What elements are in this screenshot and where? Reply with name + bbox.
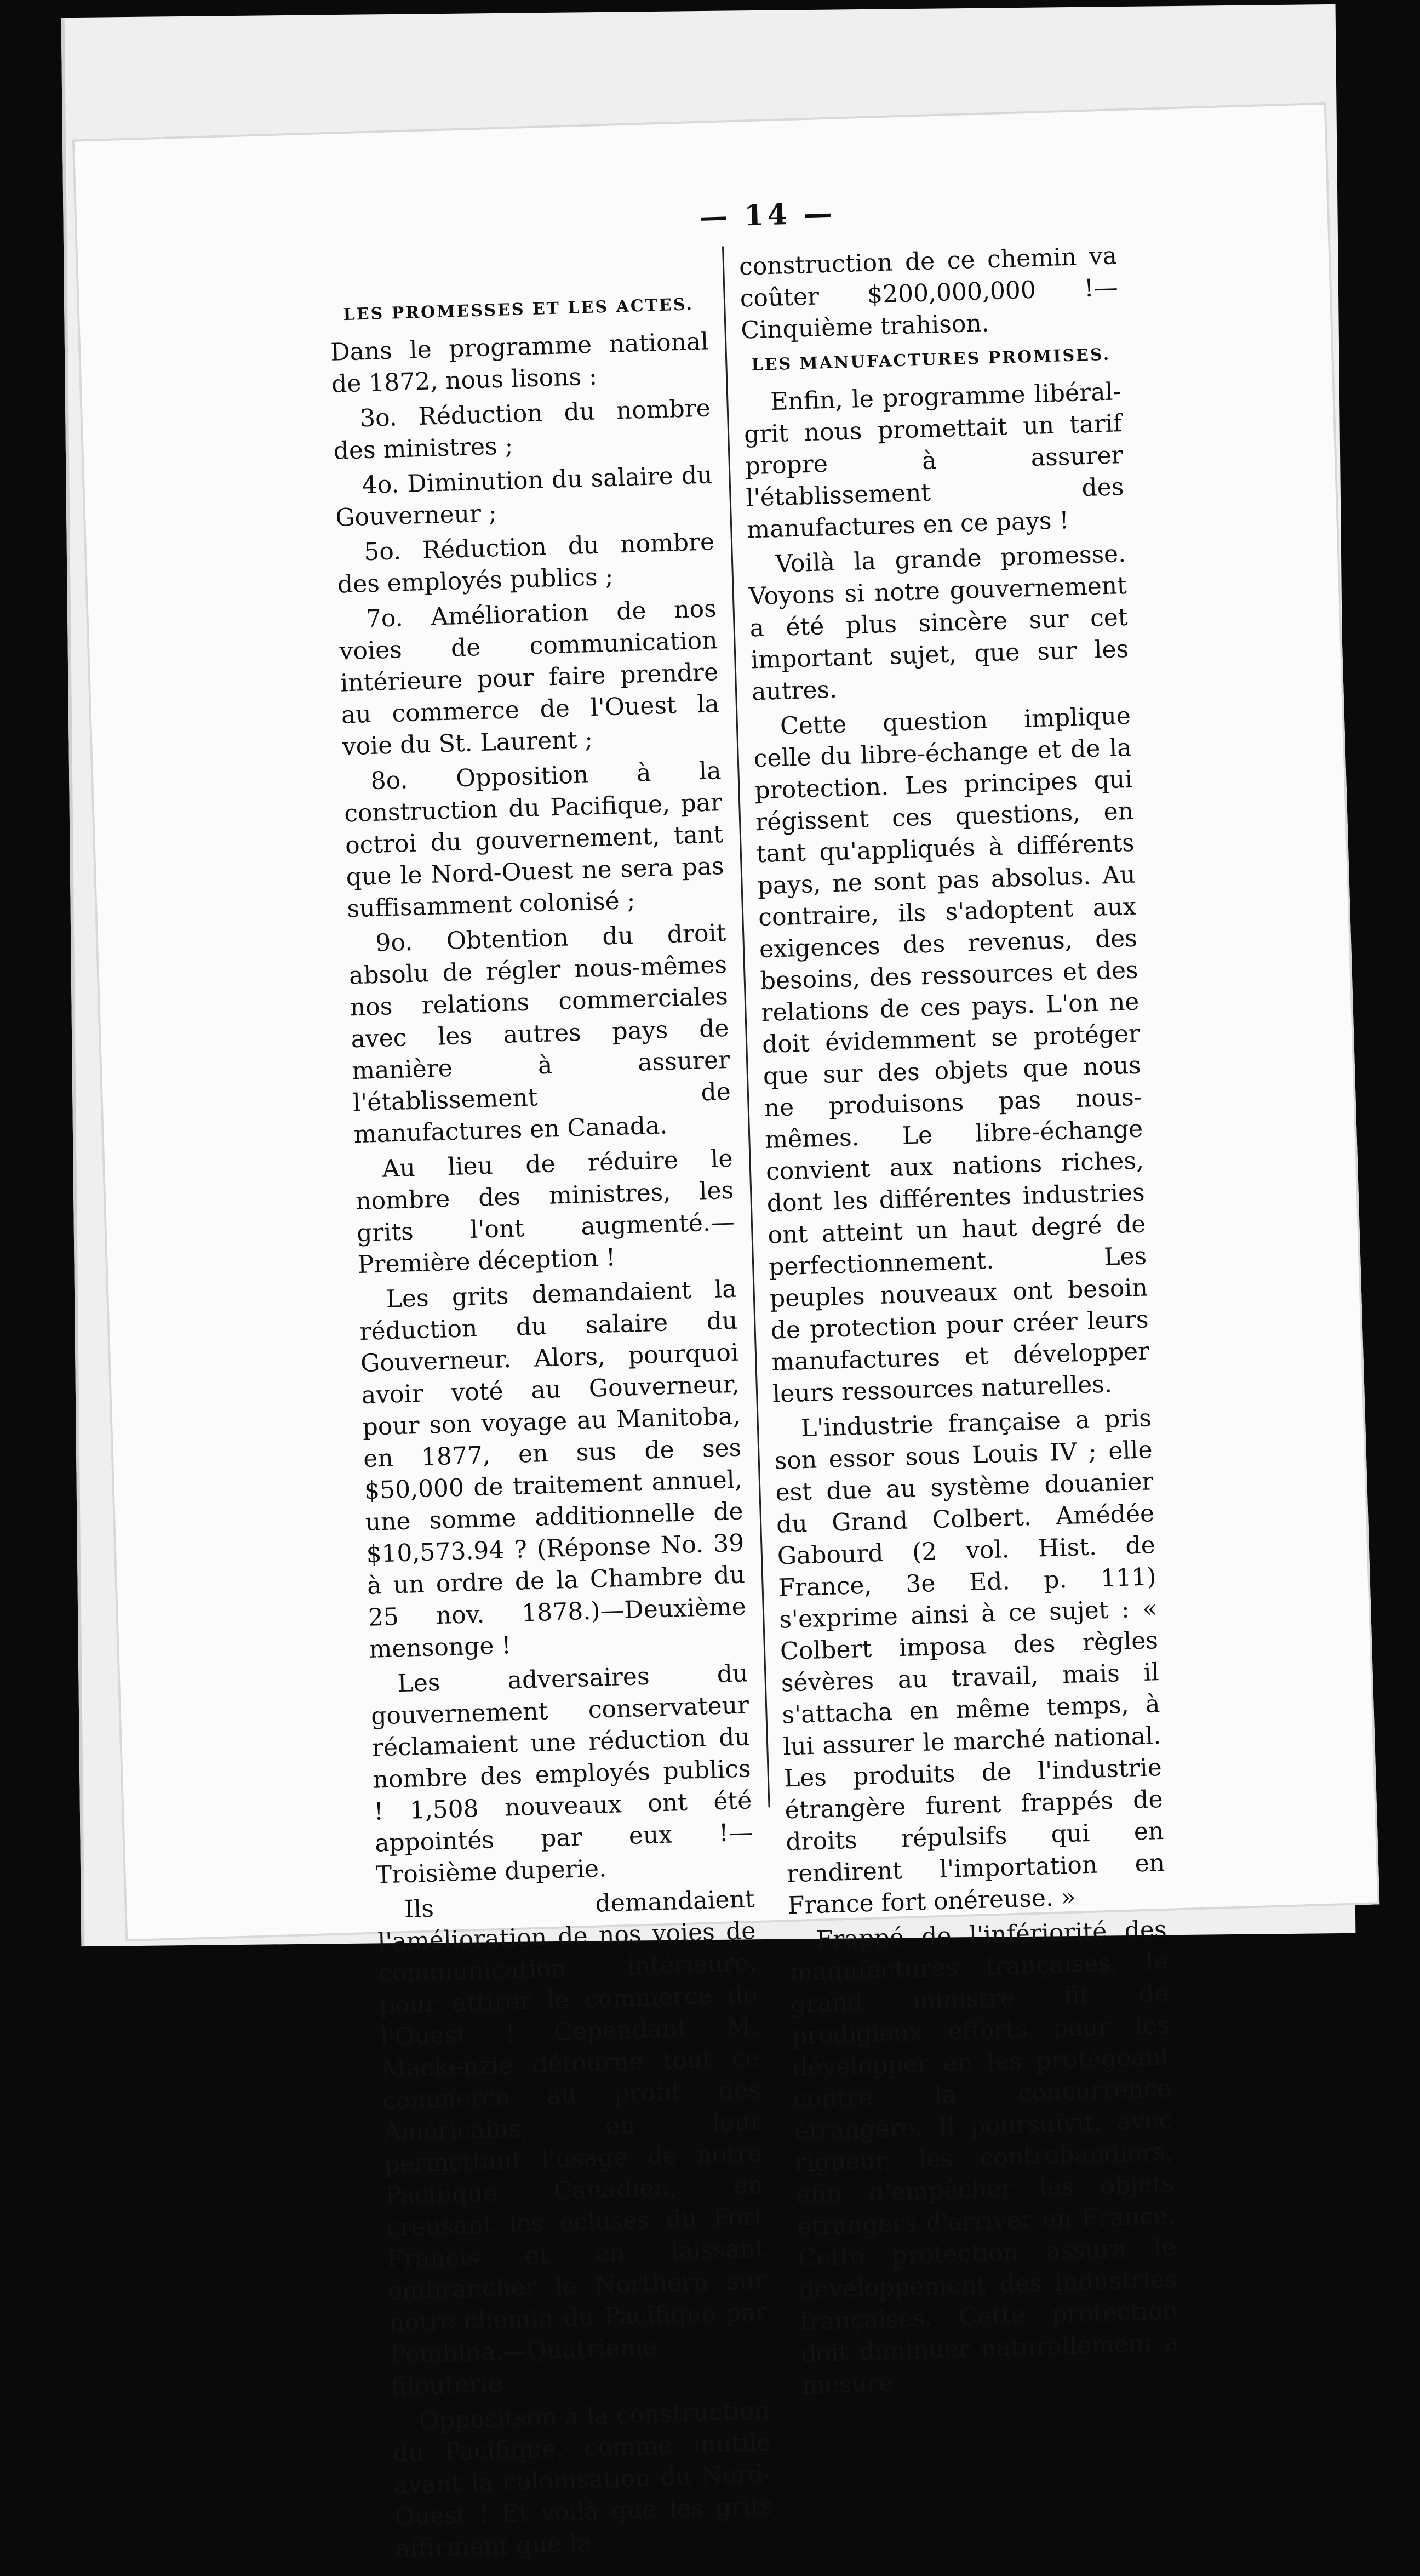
left-paragraph: Oppositson à la construction du Pacifique, comme inutile avant la colonisation du Nord-Ouest ! Et voilà que les grits affirment que la xyxy=(392,2396,774,2563)
left-paragraph: 4o. Diminution du salaire du Gouverneur ; xyxy=(335,461,713,532)
document-page xyxy=(72,102,1380,2563)
right-paragraph: L'industrie française a pris son essor sous Louis IV ; elle est due au système douanier du Grand Colbert. Amédée Gabourd (2 vol. Hist. de France, 3e Ed. p. 111) s'exprime ainsi à ce sujet : « Colbert imposa des règles sévères au travail, mais il s'attacha en même temps, à lui assurer le marché national. Les produits de l'industrie étrangère furent frappés de droits répulsifs qui en rendirent l'importation en France fort onéreuse. » xyxy=(774,1404,1165,1920)
right-paragraph: Enfin, le programme libéral-grit nous promettait un tarif propre à assurer l'établissement des manufactures en ce pays ! xyxy=(743,378,1125,544)
left-paragraph: 3o. Réduction du nombre des ministres ; xyxy=(333,394,711,465)
left-paragraph: 5o. Réduction du nombre des employés publics ; xyxy=(337,528,715,599)
left-paragraph: 7o. Amélioration de nos voies de communication intérieure pour faire prendre au commerce de l'Ouest la voie du St. Laurent ; xyxy=(339,595,720,761)
right-paragraph: Frappé de l'infériorité des manufactures françaises, le grand ministre fit de prodigieux efforts pour les développer en les protégeant contre la concurrence étrangère. Il poursuivit, avec rigueur, les contrebandiers, afin d'empêcher les objets étrangers d'arriver en France. Cette protection assura le développement des industries françaises. Cette protection doit diminuer naturellement à mesure xyxy=(789,1915,1179,2400)
left-paragraph: 8o. Opposition à la construction du Pacifique, par octroi du gouvernement, tant que le Nord-Ouest ne sera pas suffisamment colonisé ; xyxy=(343,757,725,923)
right-paragraph: Voilà la grande promesse. Voyons si notre gouvernement a été plus sincère sur cet important sujet, que sur les autres. xyxy=(748,539,1129,706)
left-paragraph: Au lieu de réduire le nombre des ministres, les grits l'ont augmenté.—Première déception ! xyxy=(355,1144,735,1280)
right-paragraph: Cette question implique celle du libre-échange et de la protection. Les principes qui régissent ces questions, en tant qu'appliqués à différents pays, ne sont pas absolus. Au contraire, ils s'adoptent aux exigences des revenus, des besoins, des ressources et des relations de ces pays. L'on ne doit évidemment se protéger que sur des objets que nous ne produisons pas nous-mêmes. Le libre-échange convient aux nations riches, dont les différentes industries ont atteint un haut degré de perfectionnement. Les peuples nouveaux ont besoin de protection pour créer leurs manufactures et développer leurs ressources naturelles. xyxy=(753,701,1150,1408)
left-paragraph: 9o. Obtention du droit absolu de régler nous-mêmes nos relations commerciales avec les autres pays de manière à assurer l'établissement de manufactures en Canada. xyxy=(348,918,731,1149)
page-number: — 14 — xyxy=(698,196,836,234)
left-paragraph: Ils demandaient l'amélioration de nos voies de communication intérieure, pour attirer le commerce de l'Ouest ! Cependant M. Mackenzie détourne tout ce commerce au profit des Américains, en leur permettant l'usage de notre Pacifique Canadien, en creusant les écluses du Fort Francis et en laissant embrancher le Northern sur notre chemin du Pacifique par Pembina.—Quatrième filouterie. xyxy=(377,1885,768,2401)
right-column xyxy=(738,240,1180,2405)
right-lead: construction de ce chemin va coûter $200,000,000 !— Cinquième trahison. xyxy=(738,242,1119,345)
left-paragraph: Dans le programme national de 1872, nous lisons : xyxy=(330,327,709,398)
left-column xyxy=(329,285,774,2568)
right-heading: LES MANUFACTURES PROMISES. xyxy=(751,345,1111,375)
left-paragraph: Les grits demandaient la réduction du salaire du Gouverneur. Alors, pourquoi avoir voté au Gouverneur, pour son voyage au Manitoba, en 1877, en sus de ses $50,000 de traitement annuel, une somme additionnelle de $10,573.94 ? (Réponse No. 39 à un ordre de la Chambre du 25 nov. 1878.)—Deuxième mensonge ! xyxy=(359,1275,747,1664)
left-paragraph: Les adversaires du gouvernement conservateur réclamaient une réduction du nombre des employés publics ! 1,508 nouveaux ont été appointés par eux !— Troisième duperie. xyxy=(370,1659,753,1889)
left-heading: LES PROMESSES ET LES ACTES. xyxy=(343,295,694,325)
